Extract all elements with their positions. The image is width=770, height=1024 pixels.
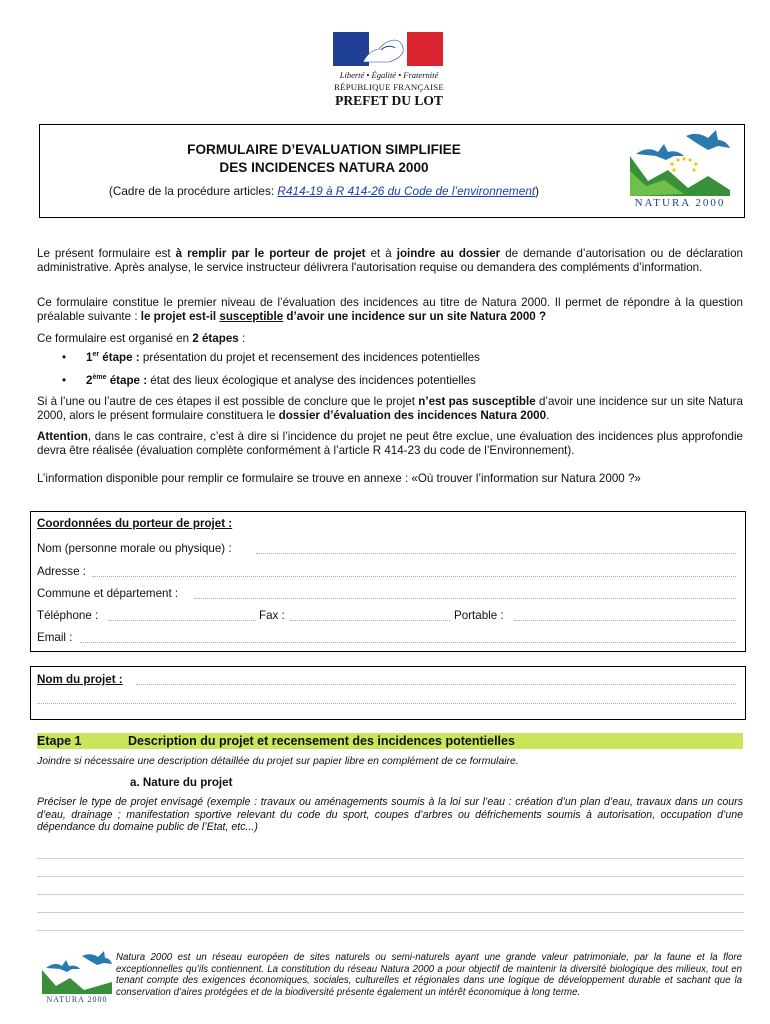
prefet-name: PREFET DU LOT bbox=[335, 93, 443, 108]
telephone-field[interactable] bbox=[108, 620, 256, 621]
etape-1-note: Joindre si nécessaire une description détaillée du projet sur papier libre en complément de ce formulaire. bbox=[37, 756, 519, 767]
footer-natura-logo bbox=[42, 948, 112, 1004]
answer-line-1[interactable] bbox=[37, 858, 744, 859]
form-title-line2: DES INCIDENCES NATURA 2000 bbox=[219, 160, 429, 175]
natura-2000-logo bbox=[628, 126, 732, 208]
adresse-label: Adresse : bbox=[37, 565, 86, 578]
answer-line-3[interactable] bbox=[37, 894, 744, 895]
commune-field[interactable] bbox=[194, 598, 736, 599]
nom-projet-field[interactable] bbox=[136, 684, 736, 685]
republic-motto: Liberté • Égalité • Fraternité bbox=[339, 70, 439, 80]
subtitle-suffix: ) bbox=[535, 184, 540, 198]
nom-field[interactable] bbox=[256, 553, 736, 554]
nom-label: Nom (personne morale ou physique) : bbox=[37, 542, 232, 555]
code-environnement-link[interactable]: R414-19 à R 414-26 du Code de l’environnement bbox=[277, 184, 536, 198]
step-2-item: 2ème étape : état des lieux écologique et analyse des incidences potentielles bbox=[86, 374, 476, 387]
form-subtitle bbox=[39, 184, 609, 198]
nature-projet-instructions: Préciser le type de projet envisagé (exemple : travaux ou aménagements soumis à la loi sur l’eau : création d’un plan d’eau, travaux dans un cours d’eau, drainage ; manifestation sportive relevant du code du sport, coupes d’arbres ou défrichements soumis à autorisation, occupation d’une dépendance du domaine public de l’Etat, etc...) bbox=[37, 796, 743, 833]
email-label: Email : bbox=[37, 631, 73, 644]
section-a-title: a. Nature du projet bbox=[130, 776, 233, 789]
intro-paragraph-4: Si à l’une ou l’autre de ces étapes il est possible de conclure que le projet n’est pas susceptible d’avoir une incidence sur un site Natura 2000, alors le présent formulaire constituera le dossier d’évaluation des incidences Natura 2000. bbox=[37, 395, 743, 422]
coordonnees-box bbox=[30, 511, 746, 652]
bullet-2: • bbox=[62, 374, 67, 387]
portable-label: Portable : bbox=[454, 609, 504, 622]
telephone-label: Téléphone : bbox=[37, 609, 99, 622]
fax-field[interactable] bbox=[290, 620, 450, 621]
answer-line-4[interactable] bbox=[37, 912, 744, 913]
nom-projet-box bbox=[30, 666, 746, 720]
nom-projet-field-2[interactable] bbox=[37, 703, 736, 704]
footer-text: Natura 2000 est un réseau européen de sites naturels ou semi-naturels ayant une grande valeur patrimoniale, par la faune et la flore exceptionnelles qu’ils contiennent. La constitution du réseau Natura 2000 a pour objectif de maintenir la diversité biologique des milieux, tout en tenant compte des exigences économiques, sociales, culturelles et régionales dans une logique de développement durable et sachant que la conservation d’aires protégées et de la biodiversité présente également un intérêt économique à long terme. bbox=[116, 952, 742, 998]
natura-logo-text: NATURA 2000 bbox=[634, 197, 726, 208]
intro-paragraph-3: Ce formulaire est organisé en 2 étapes : bbox=[37, 332, 246, 345]
answer-line-5[interactable] bbox=[37, 930, 744, 931]
intro-paragraph-2: Ce formulaire constitue le premier niveau de l’évaluation des incidences au titre de Natura 2000. Il permet de répondre à la question préalable suivante : le projet est-il susceptible d’avoir une incidence sur un site Natura 2000 ? bbox=[37, 296, 743, 323]
nom-projet-heading: Nom du projet : bbox=[37, 673, 123, 686]
etape-1-label: Etape 1 bbox=[37, 734, 82, 748]
adresse-field[interactable] bbox=[92, 576, 736, 577]
intro-paragraph-1: Le présent formulaire est à remplir par le porteur de projet et à joindre au dossier de demande d’autorisation ou de déclaration administrative. Après analyse, le service instructeur délivrera l'autorisation requise ou demandera des compléments d’information. bbox=[37, 247, 743, 274]
subtitle-prefix: (Cadre de la procédure articles: bbox=[108, 184, 278, 198]
fax-label: Fax : bbox=[259, 609, 285, 622]
answer-line-2[interactable] bbox=[37, 876, 744, 877]
coordonnees-heading: Coordonnées du porteur de projet : bbox=[37, 517, 233, 530]
intro-paragraph-5: Attention, dans le cas contraire, c’est à dire si l’incidence du projet ne peut être exclue, une évaluation des incidences plus approfondie devra être réalisée (évaluation complète conformément à l’article R 414-23 du code de l’Environnement). bbox=[37, 430, 743, 457]
intro-paragraph-6: L’information disponible pour remplir ce formulaire se trouve en annexe : «Où trouver l’information sur Natura 2000 ?» bbox=[37, 472, 641, 485]
email-field[interactable] bbox=[80, 642, 736, 643]
portable-field[interactable] bbox=[514, 620, 736, 621]
commune-label: Commune et département : bbox=[37, 587, 179, 600]
marianne-logo bbox=[333, 32, 443, 66]
republic-name: RÉPUBLIQUE FRANÇAISE bbox=[334, 82, 444, 92]
bullet-1: • bbox=[62, 351, 67, 364]
step-1-item: 1er étape : présentation du projet et recensement des incidences potentielles bbox=[86, 351, 480, 364]
footer-logo-text: NATURA 2000 bbox=[46, 995, 108, 1004]
form-title-line1: FORMULAIRE D’EVALUATION SIMPLIFIEE bbox=[187, 142, 461, 157]
etape-1-title: Description du projet et recensement des incidences potentielles bbox=[128, 734, 515, 748]
